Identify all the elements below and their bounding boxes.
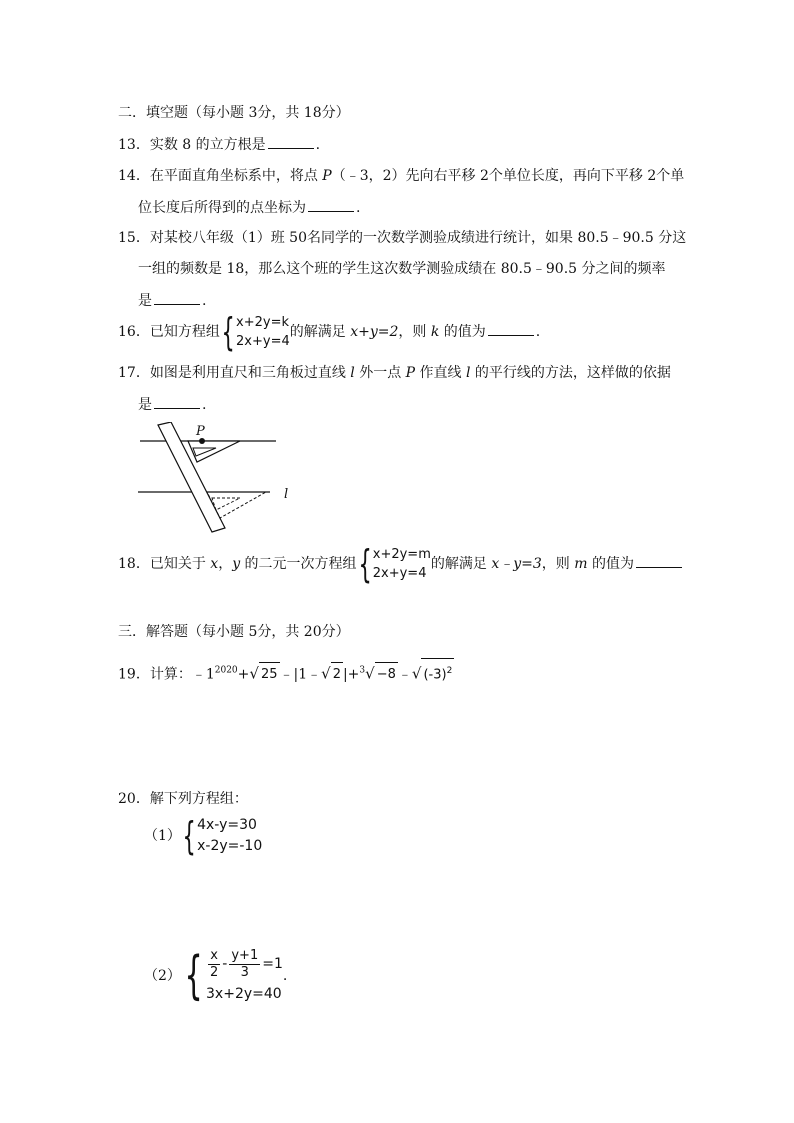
q19-radicand-3: −8 bbox=[375, 662, 398, 687]
q16-mid-a: 的解满足 bbox=[289, 324, 351, 340]
q17-text-c: 作直线 bbox=[415, 365, 466, 381]
question-17-line-1 bbox=[118, 363, 671, 383]
q19-label: 计算：﹣1 bbox=[149, 666, 215, 683]
q13-answer-blank[interactable] bbox=[268, 134, 314, 149]
q16-pre: 已知方程组 bbox=[149, 324, 220, 340]
q20-p2-frac-1: $\frac{x}{2}$ bbox=[210, 948, 219, 980]
q20-p2-eq1 bbox=[206, 948, 283, 981]
q16-mid-b: ，则 bbox=[398, 324, 431, 340]
q20-part-2-system bbox=[181, 948, 283, 1004]
q17-text-d: 的平行线的方法，这样做的依据 bbox=[470, 365, 671, 381]
q19-radicand-4: $(-3)^2$ bbox=[421, 658, 454, 687]
q18-var: m bbox=[574, 556, 588, 572]
q18-pre-a: 已知关于 bbox=[149, 556, 211, 572]
q16-brace: { bbox=[221, 310, 235, 354]
q16-eq1: x+2y=k bbox=[236, 315, 289, 330]
question-15-line-1 bbox=[118, 228, 686, 248]
q18-number: 18． bbox=[118, 556, 150, 572]
q20-p1-eq2: x-2y=-10 bbox=[197, 838, 263, 854]
q20-p2-frac-2: $\frac{y+1}{3}$ bbox=[231, 948, 259, 980]
q20-part-2 bbox=[144, 948, 287, 1004]
q20-p2-tail: . bbox=[282, 968, 288, 984]
q18-var-y: y bbox=[232, 556, 241, 572]
q17-number: 17． bbox=[118, 365, 150, 381]
q19-term-2: |+ bbox=[342, 666, 360, 683]
q20-p2-eq2: 3x+2y=40 bbox=[206, 986, 282, 1002]
q13-tail: . bbox=[315, 137, 321, 153]
q14-text-b: （﹣3，2）先向右平移 2个单位长度，再向下平移 2个单 bbox=[331, 168, 685, 184]
q13-text: 实数 8 的立方根是 bbox=[149, 137, 266, 153]
question-16 bbox=[118, 310, 541, 354]
q16-condition: x+y=2 bbox=[350, 324, 399, 340]
ruler-triangle-figure bbox=[130, 422, 300, 538]
ruler bbox=[158, 422, 225, 532]
q19-radicand-1: 25 bbox=[259, 662, 280, 687]
sqrt-sign-1: √ bbox=[249, 664, 259, 683]
q16-eq2: 2x+y=4 bbox=[236, 334, 290, 349]
q20-p2-minus: - bbox=[222, 956, 228, 972]
fig-label-p: P bbox=[196, 424, 205, 439]
question-14-line-2 bbox=[138, 197, 360, 218]
q17-text-e: 是 bbox=[138, 397, 152, 413]
q20-number: 20． bbox=[118, 791, 150, 807]
q20-part-1-system bbox=[181, 815, 262, 857]
q17-line-l2: l bbox=[466, 365, 471, 381]
q16-tail: . bbox=[535, 324, 541, 340]
q14-text-a: 在平面直角坐标系中，将点 bbox=[149, 168, 323, 184]
q20-part-1-label: （1） bbox=[144, 828, 181, 844]
q14-tail: . bbox=[356, 200, 361, 216]
q14-answer-blank[interactable] bbox=[308, 197, 354, 212]
sqrt-sign-2: √ bbox=[321, 664, 331, 683]
q17-text-b: 外一点 bbox=[354, 365, 406, 381]
q20-part-1 bbox=[144, 815, 262, 857]
section-3-heading: 三．解答题（每小题 5分，共 20分） bbox=[118, 624, 350, 640]
q19-cube-index: 3 bbox=[359, 665, 366, 676]
q17-tail: . bbox=[202, 397, 207, 413]
q18-comma: ， bbox=[218, 556, 233, 572]
q19-number: 19． bbox=[118, 666, 150, 683]
q18-condition: x﹣y=3 bbox=[491, 556, 542, 572]
q18-answer-blank[interactable] bbox=[636, 553, 682, 568]
q19-term-1: ﹣|1﹣ bbox=[279, 666, 322, 683]
q18-eq1: x+2y=m bbox=[372, 547, 431, 562]
q18-system bbox=[357, 542, 431, 586]
q18-mid-b: ，则 bbox=[541, 556, 575, 572]
q14-text-c: 位长度后所得到的点坐标为 bbox=[138, 200, 306, 216]
question-15-line-3 bbox=[138, 290, 206, 311]
q16-post: 的值为 bbox=[439, 324, 486, 340]
q14-number: 14． bbox=[118, 168, 150, 184]
q14-point: P bbox=[322, 168, 332, 184]
q20-p2-rhs: =1 bbox=[262, 956, 283, 972]
question-17-line-2 bbox=[138, 394, 206, 415]
q18-var-x: x bbox=[210, 556, 219, 572]
q16-system bbox=[220, 310, 290, 354]
q15-text-3: 是 bbox=[138, 293, 152, 309]
q20-p1-brace: { bbox=[182, 814, 196, 858]
q17-line-l1: l bbox=[350, 365, 355, 381]
q18-brace: { bbox=[358, 542, 372, 586]
section-2-heading: 二．填空题（每小题 3分，共 18分） bbox=[118, 105, 350, 121]
q17-answer-blank[interactable] bbox=[154, 394, 200, 409]
triangle-bottom-inner-dashed bbox=[212, 498, 240, 510]
fig-label-l: l bbox=[284, 487, 289, 502]
q18-post: 的值为 bbox=[587, 556, 634, 572]
q20-p2-brace: { bbox=[184, 946, 203, 1006]
q19-plus: + bbox=[237, 666, 250, 683]
question-20 bbox=[118, 789, 248, 809]
q18-eq2: 2x+y=4 bbox=[372, 566, 427, 581]
question-13 bbox=[118, 134, 320, 155]
q19-term-3: ﹣ bbox=[397, 666, 412, 683]
question-15-line-2: 一组的频数是 18，那么这个班的学生这次数学测验成绩在 80.5﹣90.5 分之间的频率 bbox=[138, 261, 666, 277]
q20-text: 解下列方程组： bbox=[149, 791, 248, 807]
q18-pre-b: 的二元一次方程组 bbox=[240, 556, 357, 572]
q17-point-p: P bbox=[405, 365, 416, 381]
question-19 bbox=[118, 658, 454, 687]
question-18 bbox=[118, 542, 684, 586]
q18-mid-a: 的解满足 bbox=[430, 556, 492, 572]
q15-text-1: 对某校八年级（1）班 50名同学的一次数学测验成绩进行统计，如果 80.5﹣90.5 分这 bbox=[149, 230, 687, 246]
q16-var: k bbox=[430, 324, 440, 340]
q19-radicand-4-exp: 2 bbox=[446, 666, 453, 676]
sqrt-sign-4: √ bbox=[411, 664, 422, 683]
q13-number: 13． bbox=[118, 137, 150, 153]
q20-part-2-label: （2） bbox=[144, 968, 181, 984]
q16-answer-blank[interactable] bbox=[488, 321, 534, 336]
question-14-line-1 bbox=[118, 166, 684, 186]
q17-text-a: 如图是利用直尺和三角板过直线 bbox=[149, 365, 351, 381]
q15-number: 15． bbox=[118, 230, 150, 246]
q19-radicand-2: 2 bbox=[331, 662, 343, 687]
cbrt-sign: √ bbox=[365, 664, 375, 683]
q19-exponent: 2020 bbox=[214, 665, 238, 676]
q15-tail: . bbox=[202, 293, 207, 309]
triangle-top bbox=[188, 441, 240, 462]
q16-number: 16． bbox=[118, 324, 150, 340]
q15-answer-blank[interactable] bbox=[154, 290, 200, 305]
q20-p1-eq1: 4x-y=30 bbox=[197, 817, 257, 833]
